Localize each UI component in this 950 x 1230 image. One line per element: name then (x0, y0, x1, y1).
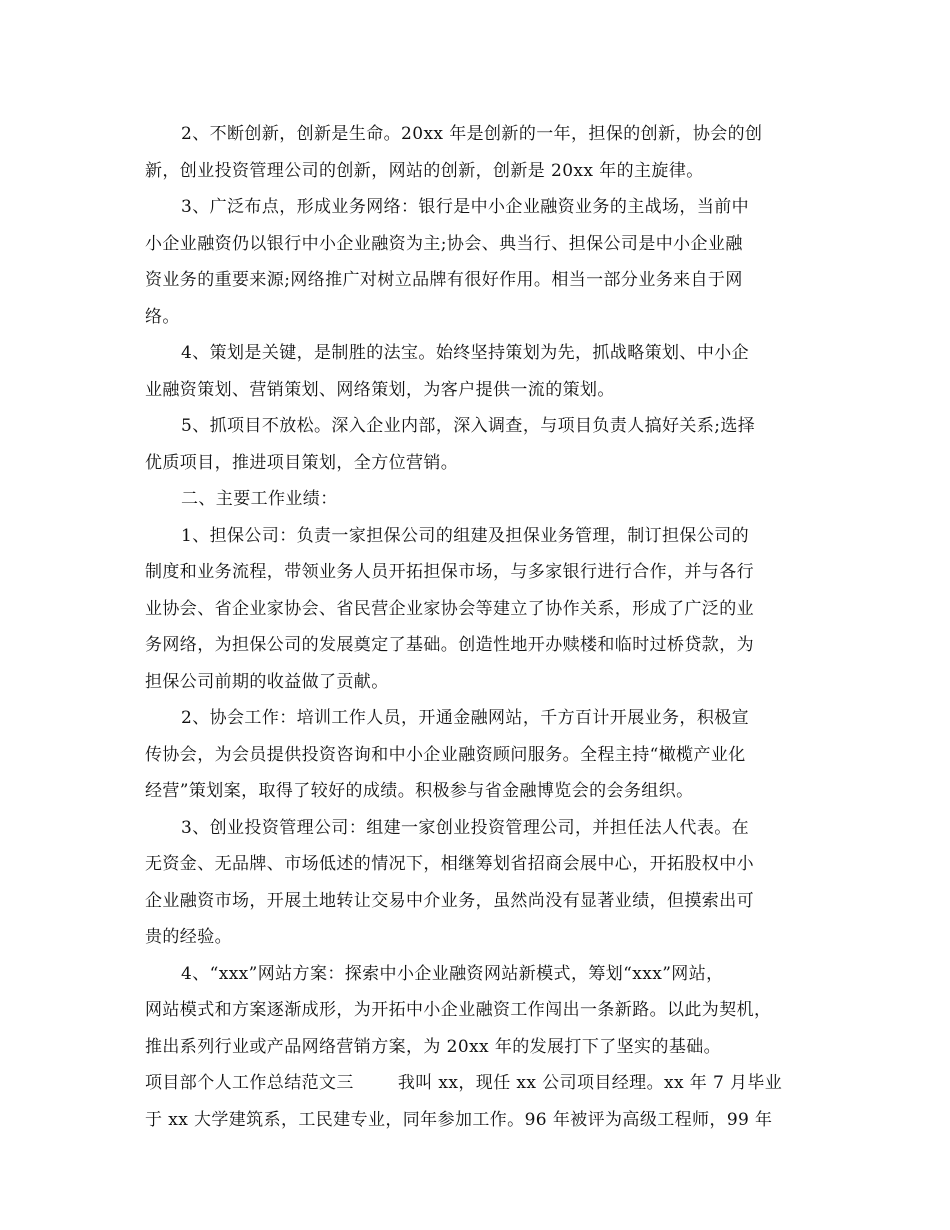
paragraph-line: 新，创业投资管理公司的创新，网站的创新，创新是 20xx 年的主旋律。 (145, 160, 704, 181)
paragraph-line: 2、不断创新，创新是生命。20xx 年是创新的一年，担保的创新，协会的创 (181, 124, 763, 144)
paragraph-line: 担保公司前期的收益做了贡献。 (145, 671, 389, 692)
paragraph-line: 优质项目，推进项目策划，全方位营销。 (145, 452, 459, 473)
paragraph-line: 于 xx 大学建筑系，工民建专业，同年参加工作。96 年被评为高级工程师，99 年 (145, 1109, 773, 1130)
paragraph-line: 企业融资市场，开展土地转让交易中介业务，虽然尚没有显著业绩，但摸索出可 (145, 890, 754, 911)
paragraph-line: 5、抓项目不放松。深入企业内部，深入调查，与项目负责人搞好关系;选择 (181, 416, 756, 436)
article-title: 项目部个人工作总结范文三 (145, 1073, 354, 1093)
paragraph-line: 务网络，为担保公司的发展奠定了基础。创造性地开办赎楼和临时过桥贷款，为 (145, 635, 754, 655)
paragraph-line: 资业务的重要来源;网络推广对树立品牌有很好作用。相当一部分业务来自于网 (145, 270, 743, 290)
paragraph-line: 传协会，为会员提供投资咨询和中小企业融资顾问服务。全程主持“橄榄产业化 (145, 744, 746, 765)
document-body (145, 116, 807, 1138)
paragraph-line: 业协会、省企业家协会、省民营企业家协会等建立了协作关系，形成了广泛的业 (145, 598, 754, 619)
paragraph-line: 贵的经验。 (145, 927, 232, 947)
paragraph-line: 业融资策划、营销策划、网络策划，为客户提供一流的策划。 (145, 379, 615, 400)
paragraph-line: 无资金、无品牌、市场低述的情况下，相继筹划省招商会展中心，开拓股权中小 (145, 854, 754, 874)
paragraph-line: 络。 (145, 306, 180, 327)
paragraph-line: 4、策划是关键，是制胜的法宝。始终坚持策划为先，抓战略策划、中小企 (181, 343, 750, 363)
paragraph-line: 制度和业务流程，带领业务人员开拓担保市场，与多家银行进行合作，并与各行 (145, 562, 754, 582)
paragraph-line: 3、广泛布点，形成业务网络：银行是中小企业融资业务的主战场，当前中 (181, 197, 750, 217)
paragraph-line: 小企业融资仍以银行中小企业融资为主;协会、典当行、担保公司是中小企业融 (145, 233, 743, 254)
section-heading: 二、主要工作业绩： (181, 489, 338, 509)
paragraph-line: 网站模式和方案逐渐成形，为开拓中小企业融资工作闯出一条新路。以此为契机， (145, 1000, 772, 1020)
paragraph-line: 2、协会工作：培训工作人员，开通金融网站，千方百计开展业务，积极宣 (181, 708, 750, 728)
paragraph-line: 推出系列行业或产品网络营销方案，为 20xx 年的发展打下了坚实的基础。 (145, 1036, 722, 1057)
paragraph-line: 1、担保公司：负责一家担保公司的组建及担保业务管理，制订担保公司的 (181, 525, 750, 546)
title-paragraph-line (145, 1065, 807, 1102)
paragraph-line: 4、“xxx”网站方案：探索中小企业融资网站新模式，筹划“xxx”网站， (181, 963, 724, 984)
article-intro-text: 我叫 xx，现任 xx 公司项目经理。xx 年 7 月毕业 (397, 1073, 783, 1093)
paragraph-line: 3、创业投资管理公司：组建一家创业投资管理公司，并担任法人代表。在 (181, 817, 750, 838)
paragraph-line: 经营”策划案，取得了较好的成绩。积极参与省金融博览会的会务组织。 (145, 781, 694, 801)
